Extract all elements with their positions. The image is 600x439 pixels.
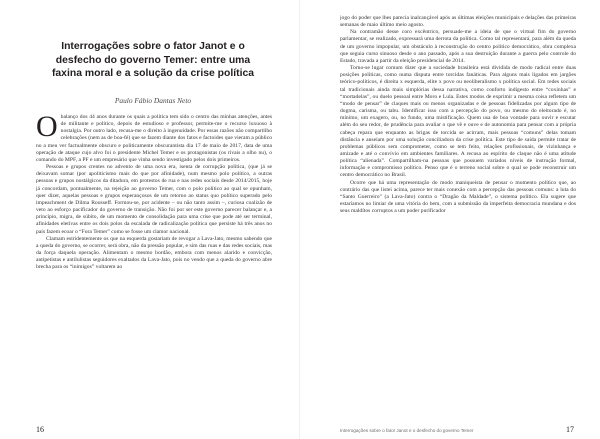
left-body-text <box>36 114 272 420</box>
article-title: Interrogações sobre o fator Janot e o desfecho do governo Temer: entre uma faxina moral e a solução da crise política <box>51 41 255 80</box>
body-paragraph: jogo do poder que lhes parecia inalcançável após as últimas eleições municipais e delações das primeiras semanas de maio último meio agosto. <box>340 15 576 29</box>
body-paragraph: Na contramão desse coro excêntrico, persuade-me a ideia de que o virtual fim do governo parlamentar, se realizado, expressará uma derrota da política. Como tal representará, para além da queda de um governo impopular, um obstáculo à reconstrução do centro político democrático, obra complexa que seguia curso sinuoso desde o ano passado, após a sua destruição durante a guerra pelo controle do Estado, travada a partir da eleição presidencial de 2014. <box>340 29 576 64</box>
right-body-text <box>340 15 576 419</box>
body-paragraph: Ocorre que há uma representação do modo maniqueísta de pensar o momento político que, ao contrário das que listei acima, parece ter mais conexão com a percepção das pessoas comuns: a luta do “Santo Guerreiro” (a Lava-Jato) contra o “Dragão da Maldade”, o sistema político. Ela sugere que estaríamos no limiar de uma vitória do bem, com a submissão da imperfeita democracia mundana e dos seus maldítos corruptos a um poder purificador <box>340 179 576 215</box>
author-name: Paulo Fábio Dantas Neto <box>114 96 192 105</box>
body-paragraph: Clamam estridentemente os que na esquerda gostariam de revogar a Lava-Jato, mesmo sabendo que a queda do governo, se ocorrer, será obra, não da pressão popular, e sim das ruas e das redes sociais, mas da força daquela operação. Alimentam o mesmo bordão, embora com menos alarido e convicção, antipetistas e antilulistas seguidores exaltados da Lava-Jato, pois no vendo que a queda do governo abre brecha para os “inimigos” voltarem ao <box>36 235 272 271</box>
running-footer: Interrogações sobre o fator Janot e o desfecho do governo Temer <box>340 428 474 433</box>
body-paragraph: Torno-se lugar comum dizer que a sociedade brasileira está dividida de modo radical entre duas posições políticas, como numa disputa entre torcidas fanáticas. Para alguns mais ligados em jargões teórico-políticos, é direita x esquerda, elite x povo ou neoliberalismo x política social. Em redes sociais tal tradicionais ainda mais simplórias dessa narrativa, como conforto indigesto entre “coxinhas” e “mortadelas”, ou duelo pessoal entre Moro e Lula. Estes modos de exprimir a mesma coisa refletem um “modo de pensar” de claques mais ou menos organizadas e de pessoas fidelizadas por algum tipo de dogma, carisma, ou tabu. Identificar isso com a percepção do povo, ou mesmo do eleitorado é, no mínimo, um exagero, ou, no fundo, uma mistificação. Quem usa de boa vontade para ouvir e escutar além do seu redor, de prudência para avaliar o que vê e ouve e de autonomia para pensar com a própria cabeça repara que enquanto as brigas de torcida se acirram, mais pessoas “comuns” delas tomam distância e anseiam por uma solução conciliadora da crise política. Este tipo de saída permite tratar de problemas públicos sem comprometer, como se tem feito, relações profissionais, de vizinhança e amizade e até o convívio em ambientes familiares. A recusa ao espírito de claque não é uma atitude política “alienada”. Compartilham-na pessoas que possuem variados níveis de instrução formal, informação e compromisso político. Penso que é o terreno social sobre o qual se pode reconstruir um centro democrático no Brasil. <box>340 65 576 179</box>
drop-cap: O <box>36 114 58 143</box>
page-number-right: 17 <box>566 425 574 434</box>
paragraph-text: balanço dos 44 anos durante os quais a política tem sido o centro das minhas atenções, antes de militante e político, depois de estudioso e professor, permite-me o recurso luxuoso à nostalgia. Por outro lado, recusa-me o direito à ingenuidade. Por essas razões não compartilho celebrações (nem as de boa-fé) que se fazem diante dos fatos e factoides que vieram a público no a meu ver factualmente obscuro e politicamente obscurantista dia 17 de maio de 2017, data de uma operação de ataque cujo alvo foi o presidente Michel Temer e os protagonistas (os rivais a olho nu), o comando do MPF, a PF e um empresário que vinha sendo investigado pelos dois primeiros. <box>36 114 272 163</box>
body-paragraph: Pessoas e grupos crentes no advento de uma nova era, isenta de corrupção política, (que já se deixavam somar (por apoliticismo mais do que por afinidade), num mesmo polo político, a outras pessoas e grupos nostálgicos da ditadura, em protestos de rua e nas redes sociais desde 2014/2015, hoje já concordam, pontualmente, na rejeição ao governo Temer, com o polo político ao qual se opunham, quer dizer, aquelas pessoas e grupos esperançosos de um retorno ao status quo político superado pelo impeachment de Dilma Rousseff. Formou-se, por acidente – ou não tanto assim –, curiosa coalizão de veto ao esforço pacificador do governo de transição. Não foi por ser este governo parecer balançar e, a princípio, migra, de súbito, de um momento de consolidação para uma crise que pode até ser terminal, afinidades eletivas entre os dois polos da escalada de radicalização política que persiste há três anos no país fazem ecoar o “Fora Temer” como se fosse um clamor nacional. <box>36 164 272 235</box>
right-page <box>300 0 600 439</box>
body-paragraph <box>36 114 272 164</box>
page-number-left: 16 <box>36 425 44 434</box>
